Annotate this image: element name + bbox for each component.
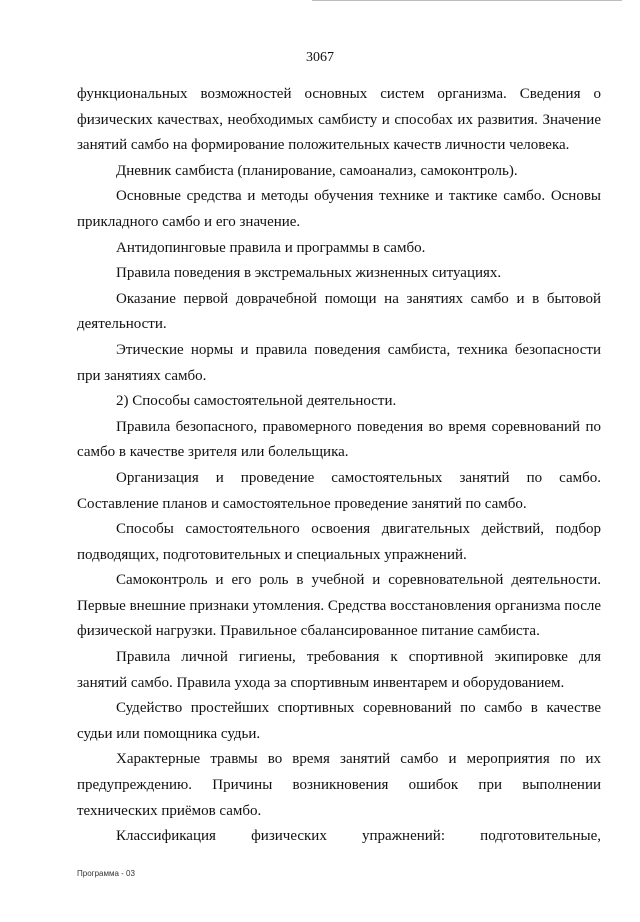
paragraph-training-methods: Основные средства и методы обучения технике и тактике самбо. Основы прикладного самбо и его значение. bbox=[77, 188, 601, 230]
paragraph-exercise-classification: Классификация физических упражнений: подготовительные, bbox=[116, 828, 601, 845]
footer-program-label: Программа - 03 bbox=[77, 869, 135, 878]
paragraph-ethics-safety: Этические нормы и правила поведения самбиста, техника безопасности при занятиях самбо. bbox=[77, 341, 601, 384]
paragraph-first-aid: Оказание первой доврачебной помощи на занятиях самбо и в бытовой деятельности. bbox=[77, 290, 601, 333]
section-heading-independent-activity: 2) Способы самостоятельной деятельности. bbox=[116, 393, 397, 410]
document-body bbox=[77, 82, 601, 850]
paragraph-hygiene: Правила личной гигиены, требования к спортивной экипировке для занятий самбо. Правила ухода за спортивным инвентарем и оборудованием. bbox=[77, 649, 601, 691]
paragraph-antidoping: Антидопинговые правила и программы в самбо. bbox=[116, 239, 426, 256]
paragraph-motor-skills: Способы самостоятельного освоения двигательных действий, подбор подводящих, подготовительных и специальных упражнений. bbox=[77, 521, 601, 563]
paragraph-refereeing: Судейство простейших спортивных соревнований по самбо в качестве судьи или помощника судьи. bbox=[77, 700, 601, 742]
paragraph-spectator-rules: Правила безопасного, правомерного поведения во время соревнований по самбо в качестве зрителя или болельщика. bbox=[77, 418, 601, 461]
paragraph-athlete-diary: Дневник самбиста (планирование, самоанализ, самоконтроль). bbox=[116, 162, 518, 179]
top-scan-line bbox=[312, 0, 622, 1]
paragraph-self-control: Самоконтроль и его роль в учебной и соревновательной деятельности. Первые внешние признаки утомления. Средства восстановления организма после физической нагрузки. Правильное сбалансированное питание самбиста. bbox=[77, 572, 601, 640]
paragraph-extreme-situations: Правила поведения в экстремальных жизненных ситуациях. bbox=[116, 265, 502, 282]
paragraph-injuries: Характерные травмы во время занятий самбо и мероприятия по их предупреждению. Причины возникновения ошибок при выполнении технических приёмов самбо. bbox=[77, 751, 601, 819]
page-number: 3067 bbox=[306, 50, 334, 65]
paragraph-continuation: функциональных возможностей основных систем организма. Сведения о физических качествах, необходимых самбисту и способах их развития. Значение занятий самбо на формирование положительных качеств личности человека. bbox=[77, 86, 601, 154]
paragraph-independent-training: Организация и проведение самостоятельных занятий по самбо. Составление планов и самостоятельное проведение занятий по самбо. bbox=[77, 469, 601, 512]
